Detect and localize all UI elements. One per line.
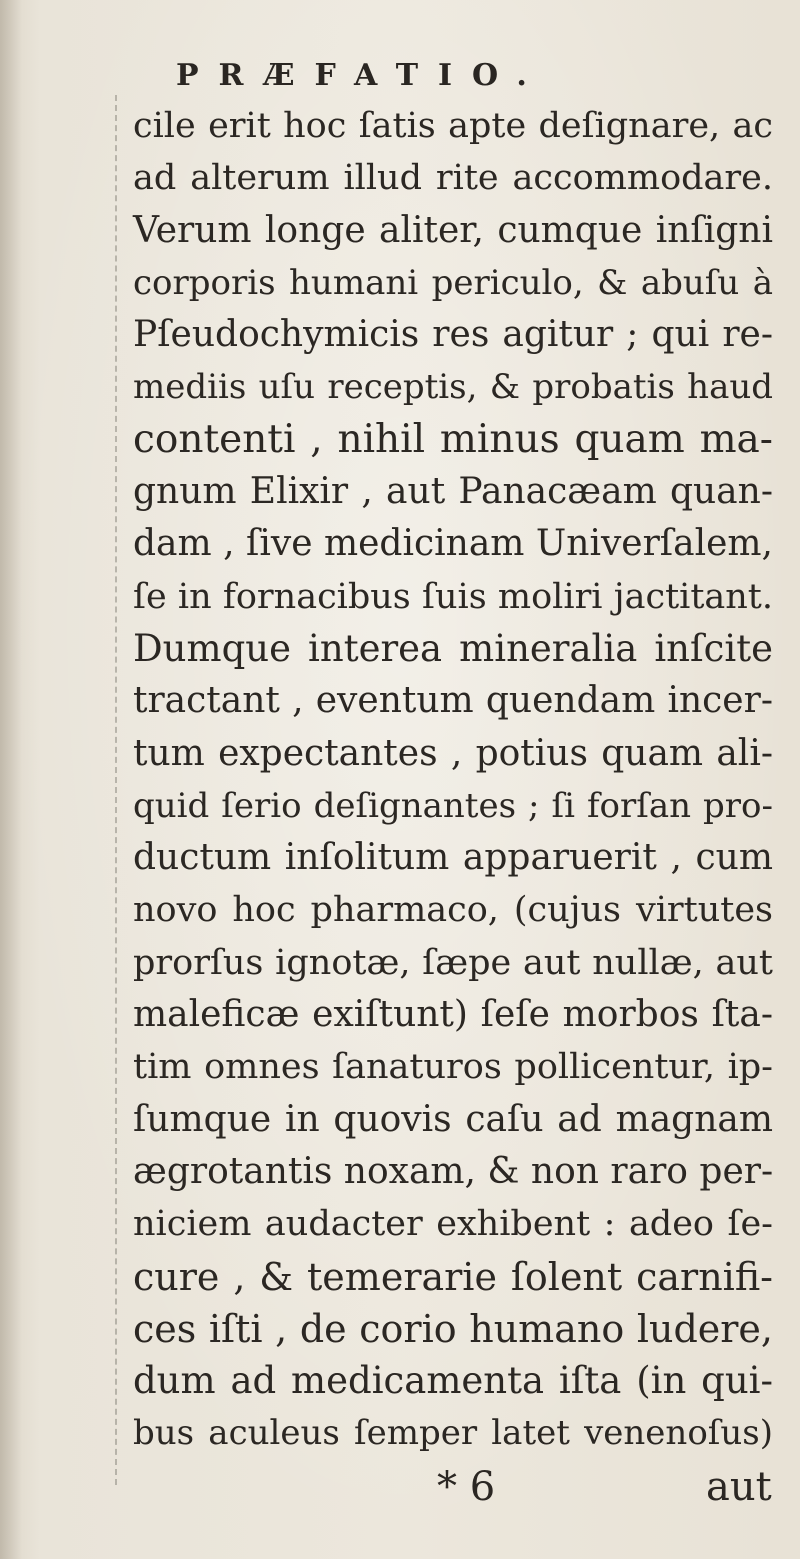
text-line: gnum Elixir , aut Panacæam quan- <box>133 471 773 513</box>
text-line: prorſus ignotæ, ſæpe aut nullæ, aut <box>133 942 773 983</box>
catchword: aut <box>706 1464 772 1510</box>
text-line: niciem audacter exhibent : adeo ſe- <box>133 1204 773 1245</box>
text-line: ægrotantis noxam, & non raro per- <box>133 1150 774 1192</box>
gutter-shadow <box>0 0 22 1559</box>
text-line: tim omnes ſanaturos pollicentur, ip- <box>133 1047 773 1088</box>
text-line: novo hoc pharmaco, (cujus virtutes <box>133 890 773 931</box>
text-line: tractant , eventum quendam incer- <box>133 680 773 722</box>
text-line: contenti , nihil minus quam ma- <box>133 416 773 462</box>
text-line: mediis uſu receptis, & probatis haud <box>133 367 773 408</box>
text-line: dum ad medicamenta iſta (in qui- <box>133 1359 773 1403</box>
text-line: quid ſerio deſignantes ; ſi forſan pro- <box>133 785 773 826</box>
text-line: bus aculeus ſemper latet venenoſus) <box>133 1413 773 1454</box>
text-line: cure , & temerarie ſolent carnifi- <box>133 1254 773 1299</box>
signature-mark: * 6 <box>437 1464 496 1510</box>
margin-rule <box>115 95 119 1485</box>
text-line: Verum longe aliter, cumque inſigni <box>133 209 773 251</box>
running-title: PRÆFATIO. <box>176 58 547 93</box>
text-line: cile erit hoc ſatis apte deſignare, ac <box>133 106 773 146</box>
text-line: ad alterum illud rite accommodare. <box>133 158 773 199</box>
text-line: Pſeudochymicis res agitur ; qui re- <box>133 314 773 356</box>
text-line: corporis humani periculo, & abuſu à <box>133 262 773 303</box>
text-line: ſumque in quovis caſu ad magnam <box>133 1098 773 1140</box>
text-line: ces iſti , de corio humano ludere, <box>133 1306 773 1351</box>
text-line: maleficæ exiſtunt) ſeſe morbos ſta- <box>133 994 773 1036</box>
body-text <box>133 100 773 1460</box>
text-line: ductum inſolitum apparuerit , cum <box>133 837 773 879</box>
text-line: ſe in fornacibus ſuis moliri jactitant. <box>133 576 773 617</box>
page-footer <box>0 1462 800 1512</box>
text-line: Dumque interea mineralia inſcite <box>133 626 773 670</box>
text-line: tum expectantes , potius quam ali- <box>133 732 773 774</box>
text-line: dam , ſive medicinam Univerſalem, <box>133 523 773 565</box>
